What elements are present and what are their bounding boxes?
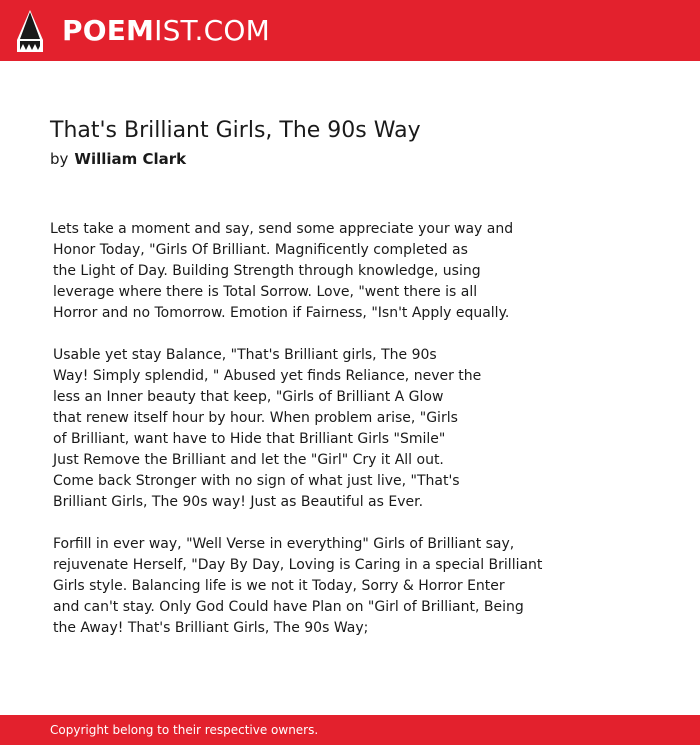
poem-line: the Away! That's Brilliant Girls, The 90s Way; xyxy=(53,620,369,636)
site-logo[interactable] xyxy=(62,14,270,48)
poem-line: leverage where there is Total Sorrow. Love, "went there is all xyxy=(53,284,478,300)
poem-line: Come back Stronger with no sign of what just live, "That's xyxy=(53,473,460,489)
author-name: William Clark xyxy=(74,150,187,168)
poem-line: the Light of Day. Building Strength through knowledge, using xyxy=(53,263,481,279)
poem-stanza xyxy=(50,534,650,639)
poem-byline xyxy=(50,149,186,169)
poem-line: less an Inner beauty that keep, "Girls of Brilliant A Glow xyxy=(53,389,444,405)
poem-line: rejuvenate Herself, "Day By Day, Loving is Caring in a special Brilliant xyxy=(53,557,543,573)
poem-line: Girls style. Balancing life is we not it Today, Sorry & Horror Enter xyxy=(53,578,505,594)
copyright-text: Copyright belong to their respective owners. xyxy=(50,723,319,737)
poem-stanza xyxy=(50,345,650,513)
poem-title: That's Brilliant Girls, The 90s Way xyxy=(50,118,421,143)
site-header xyxy=(0,0,700,61)
poem-line: Lets take a moment and say, send some appreciate your way and xyxy=(50,221,514,237)
poem-line: Just Remove the Brilliant and let the "Girl" Cry it All out. xyxy=(53,452,444,468)
poem-line: Forfill in ever way, "Well Verse in everything" Girls of Brilliant say, xyxy=(53,536,515,552)
by-label: by xyxy=(50,150,69,168)
poem-line: Honor Today, "Girls Of Brilliant. Magnificently completed as xyxy=(53,242,468,258)
poem-line: Way! Simply splendid, " Abused yet finds Reliance, never the xyxy=(53,368,482,384)
poem-line: Horror and no Tomorrow. Emotion if Fairness, "Isn't Apply equally. xyxy=(53,305,510,321)
site-footer xyxy=(0,715,700,745)
poem-body xyxy=(50,219,650,660)
poem-line: that renew itself hour by hour. When problem arise, "Girls xyxy=(53,410,458,426)
logo-light-text: IST.COM xyxy=(154,14,270,47)
poem-line: Brilliant Girls, The 90s way! Just as Beautiful as Ever. xyxy=(53,494,424,510)
pencil-tip-icon xyxy=(17,10,43,52)
poem-line: of Brilliant, want have to Hide that Brilliant Girls "Smile" xyxy=(53,431,446,447)
logo-bold-text: POEM xyxy=(62,14,155,47)
poem-stanza xyxy=(50,219,650,324)
poem-line: Usable yet stay Balance, "That's Brilliant girls, The 90s xyxy=(53,347,437,363)
poem-line: and can't stay. Only God Could have Plan on "Girl of Brilliant, Being xyxy=(53,599,524,615)
